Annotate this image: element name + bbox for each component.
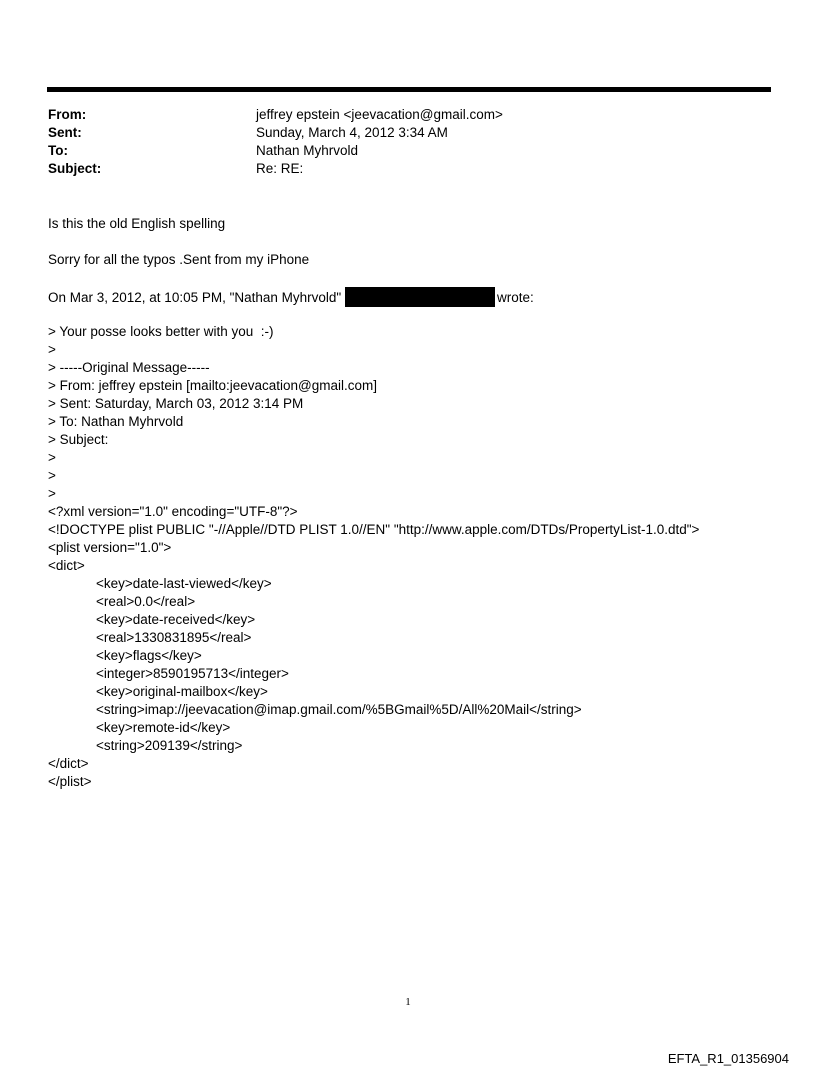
xml-line: <plist version="1.0"> <box>48 540 172 555</box>
subject-row <box>48 160 748 178</box>
xml-dict-line: <key>original-mailbox</key> <box>96 684 268 699</box>
xml-dict-line: <string>209139</string> <box>96 738 243 753</box>
xml-dict-line: <key>remote-id</key> <box>96 720 231 735</box>
subject-label: Subject: <box>48 161 102 176</box>
xml-dict-line: <real>1330831895</real> <box>96 630 252 645</box>
xml-line: <?xml version="1.0" encoding="UTF-8"?> <box>48 504 298 519</box>
subject-value: Re: RE: <box>256 161 304 176</box>
quoted-line: > Subject: <box>48 432 109 447</box>
email-body <box>48 215 768 791</box>
quoted-line: > <box>48 342 56 357</box>
document-id: EFTA_R1_01356904 <box>667 1051 789 1066</box>
body-line-1: Is this the old English spelling <box>48 216 226 231</box>
sent-row <box>48 124 748 142</box>
to-row <box>48 142 748 160</box>
xml-line: <dict> <box>48 558 85 573</box>
attribution-suffix: wrote: <box>497 290 534 305</box>
quoted-line: > -----Original Message----- <box>48 360 210 375</box>
xml-dict-line: <integer>8590195713</integer> <box>96 666 289 681</box>
xml-dict-line: <key>date-last-viewed</key> <box>96 576 272 591</box>
sent-value: Sunday, March 4, 2012 3:34 AM <box>256 125 448 140</box>
email-headers <box>48 106 748 178</box>
quoted-line: > To: Nathan Myhrvold <box>48 414 184 429</box>
redaction-box <box>345 287 495 307</box>
from-value: jeffrey epstein <jeevacation@gmail.com> <box>256 107 503 122</box>
sent-label: Sent: <box>48 125 82 140</box>
to-label: To: <box>48 143 68 158</box>
from-row <box>48 106 748 124</box>
xml-dict-line: <key>date-received</key> <box>96 612 256 627</box>
quoted-line: > Sent: Saturday, March 03, 2012 3:14 PM <box>48 396 304 411</box>
quoted-line: > <box>48 450 56 465</box>
quoted-line: > <box>48 468 56 483</box>
xml-dict-line: <key>flags</key> <box>96 648 202 663</box>
quoted-line: > From: jeffrey epstein [mailto:jeevacation@gmail.com] <box>48 378 377 393</box>
to-value: Nathan Myhrvold <box>256 143 359 158</box>
xml-end-line: </dict> <box>48 756 89 771</box>
quoted-line: > Your posse looks better with you :-) <box>48 324 274 339</box>
xml-end-line: </plist> <box>48 774 92 789</box>
quoted-line: > <box>48 486 56 501</box>
xml-dict-line: <real>0.0</real> <box>96 594 196 609</box>
from-label: From: <box>48 107 87 122</box>
body-line-2: Sorry for all the typos .Sent from my iPhone <box>48 252 310 267</box>
attribution-prefix: On Mar 3, 2012, at 10:05 PM, "Nathan Myhrvold" <box>48 290 342 305</box>
page-number: 1 <box>405 996 411 1008</box>
attribution-line <box>48 287 768 305</box>
xml-dict-line: <string>imap://jeevacation@imap.gmail.com/%5BGmail%5D/All%20Mail</string> <box>96 702 582 717</box>
xml-line: <!DOCTYPE plist PUBLIC "-//Apple//DTD PLIST 1.0//EN" "http://www.apple.com/DTDs/PropertyList-1.0.dtd"> <box>48 522 700 537</box>
header-divider <box>47 87 771 92</box>
